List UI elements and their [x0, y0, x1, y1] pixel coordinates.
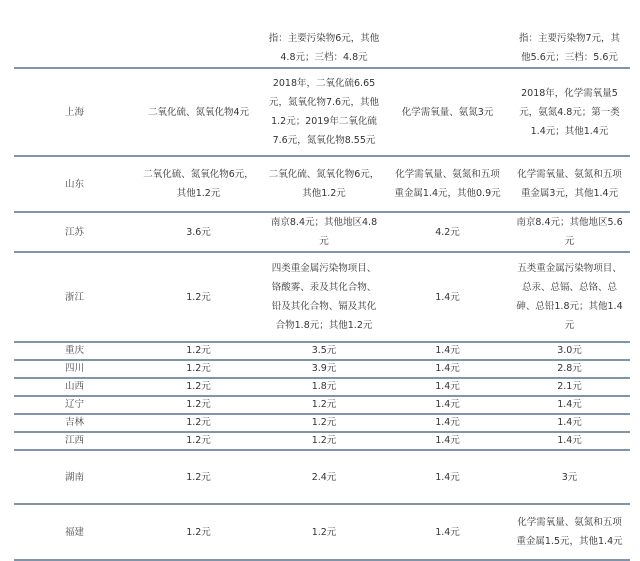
- table-row: [14, 156, 630, 212]
- rate-cell: 2018年，化学需氧量5元，氨氮4.8元；第一类1.4元；其他1.4元: [509, 68, 630, 156]
- rate-cell: 1.4元: [386, 378, 509, 396]
- table-row: [14, 360, 630, 378]
- rate-cell: [135, 0, 262, 68]
- rate-cell: 3元: [509, 450, 630, 504]
- rate-cell: 1.2元: [135, 396, 262, 414]
- rate-cell: 2.1元: [509, 378, 630, 396]
- rate-cell: 1.2元: [262, 396, 386, 414]
- rate-cell: 二氧化硫、氮氧化物6元，其他1.2元: [262, 156, 386, 212]
- table-row: [14, 212, 630, 252]
- rate-cell: 1.2元: [135, 252, 262, 342]
- rate-cell: 1.4元: [386, 342, 509, 360]
- rate-cell: 1.4元: [386, 432, 509, 450]
- rate-cell: 3.6元: [135, 212, 262, 252]
- rate-cell: 二氧化硫、氮氧化物6元，其他1.2元: [135, 156, 262, 212]
- province-cell: 辽宁: [14, 396, 135, 414]
- table-row: [14, 252, 630, 342]
- province-cell: 江西: [14, 432, 135, 450]
- province-cell: 吉林: [14, 414, 135, 432]
- rate-cell: 化学需氧量、氨氮和五项重金属1.4元，其他0.9元: [386, 156, 509, 212]
- rate-cell: 2.4元: [262, 450, 386, 504]
- province-cell: 福建: [14, 504, 135, 560]
- table-row: [14, 414, 630, 432]
- rate-cell: 1.2元: [135, 378, 262, 396]
- rate-cell: 1.4元: [386, 504, 509, 560]
- rate-cell: 3.5元: [262, 342, 386, 360]
- table-row: [14, 342, 630, 360]
- rate-cell: 1.4元: [509, 432, 630, 450]
- province-cell: 浙江: [14, 252, 135, 342]
- table-row: [14, 396, 630, 414]
- province-cell: [14, 0, 135, 68]
- table-row: [14, 450, 630, 504]
- province-cell: 四川: [14, 360, 135, 378]
- rate-cell: 1.2元: [135, 450, 262, 504]
- rate-cell: 1.2元: [135, 504, 262, 560]
- table-row: [14, 504, 630, 560]
- rate-cell: 化学需氧量、氨氮和五项重金属1.5元，其他1.4元: [509, 504, 630, 560]
- rate-cell: 指：主要污染物7元，其他5.6元；三档：5.6元: [509, 0, 630, 68]
- rate-cell: 2.8元: [509, 360, 630, 378]
- rate-cell: 1.4元: [509, 414, 630, 432]
- rate-cell: 1.2元: [135, 342, 262, 360]
- table-row: [14, 432, 630, 450]
- rate-cell: 3.9元: [262, 360, 386, 378]
- province-cell: 山西: [14, 378, 135, 396]
- table-row: [14, 378, 630, 396]
- rate-cell: 1.2元: [262, 414, 386, 432]
- rate-cell: 二氧化硫、氮氧化物4元: [135, 68, 262, 156]
- tax-rate-table: [14, 0, 630, 561]
- rate-cell: 南京8.4元；其他地区5.6元: [509, 212, 630, 252]
- rate-cell: 3.0元: [509, 342, 630, 360]
- rate-cell: 1.4元: [386, 414, 509, 432]
- rate-cell: 1.2元: [262, 504, 386, 560]
- rate-cell: 五类重金属污染物项目、总汞、总镉、总铬、总砷、总铅1.8元；其他1.4元: [509, 252, 630, 342]
- rate-cell: 1.2元: [135, 360, 262, 378]
- rate-cell: 1.2元: [135, 414, 262, 432]
- province-cell: 重庆: [14, 342, 135, 360]
- rate-cell: 指：主要污染物6元，其他4.8元；三档：4.8元: [262, 0, 386, 68]
- rate-cell: 化学需氧量、氨氮3元: [386, 68, 509, 156]
- rate-cell: 1.4元: [386, 450, 509, 504]
- province-cell: 上海: [14, 68, 135, 156]
- rate-cell: 1.4元: [386, 360, 509, 378]
- rate-cell: 2018年，二氧化硫6.65元，氮氧化物7.6元，其他1.2元；2019年二氧化硫7.6元，氮氧化物8.55元: [262, 68, 386, 156]
- province-cell: 湖南: [14, 450, 135, 504]
- province-cell: 山东: [14, 156, 135, 212]
- rate-cell: 1.2元: [262, 432, 386, 450]
- rate-cell: [386, 0, 509, 68]
- rate-cell: 四类重金属污染物项目、铬酸雾、汞及其化合物、铅及其化合物、镉及其化合物1.8元；其他1.2元: [262, 252, 386, 342]
- rate-cell: 南京8.4元；其他地区4.8元: [262, 212, 386, 252]
- rate-cell: 1.4元: [386, 396, 509, 414]
- table-row: [14, 0, 630, 68]
- rate-cell: 1.2元: [135, 432, 262, 450]
- rate-cell: 1.8元: [262, 378, 386, 396]
- rate-cell: 4.2元: [386, 212, 509, 252]
- rate-cell: 化学需氧量、氨氮和五项重金属3元，其他1.4元: [509, 156, 630, 212]
- rate-cell: 1.4元: [509, 396, 630, 414]
- table-row: [14, 68, 630, 156]
- rate-cell: 1.4元: [386, 252, 509, 342]
- province-cell: 江苏: [14, 212, 135, 252]
